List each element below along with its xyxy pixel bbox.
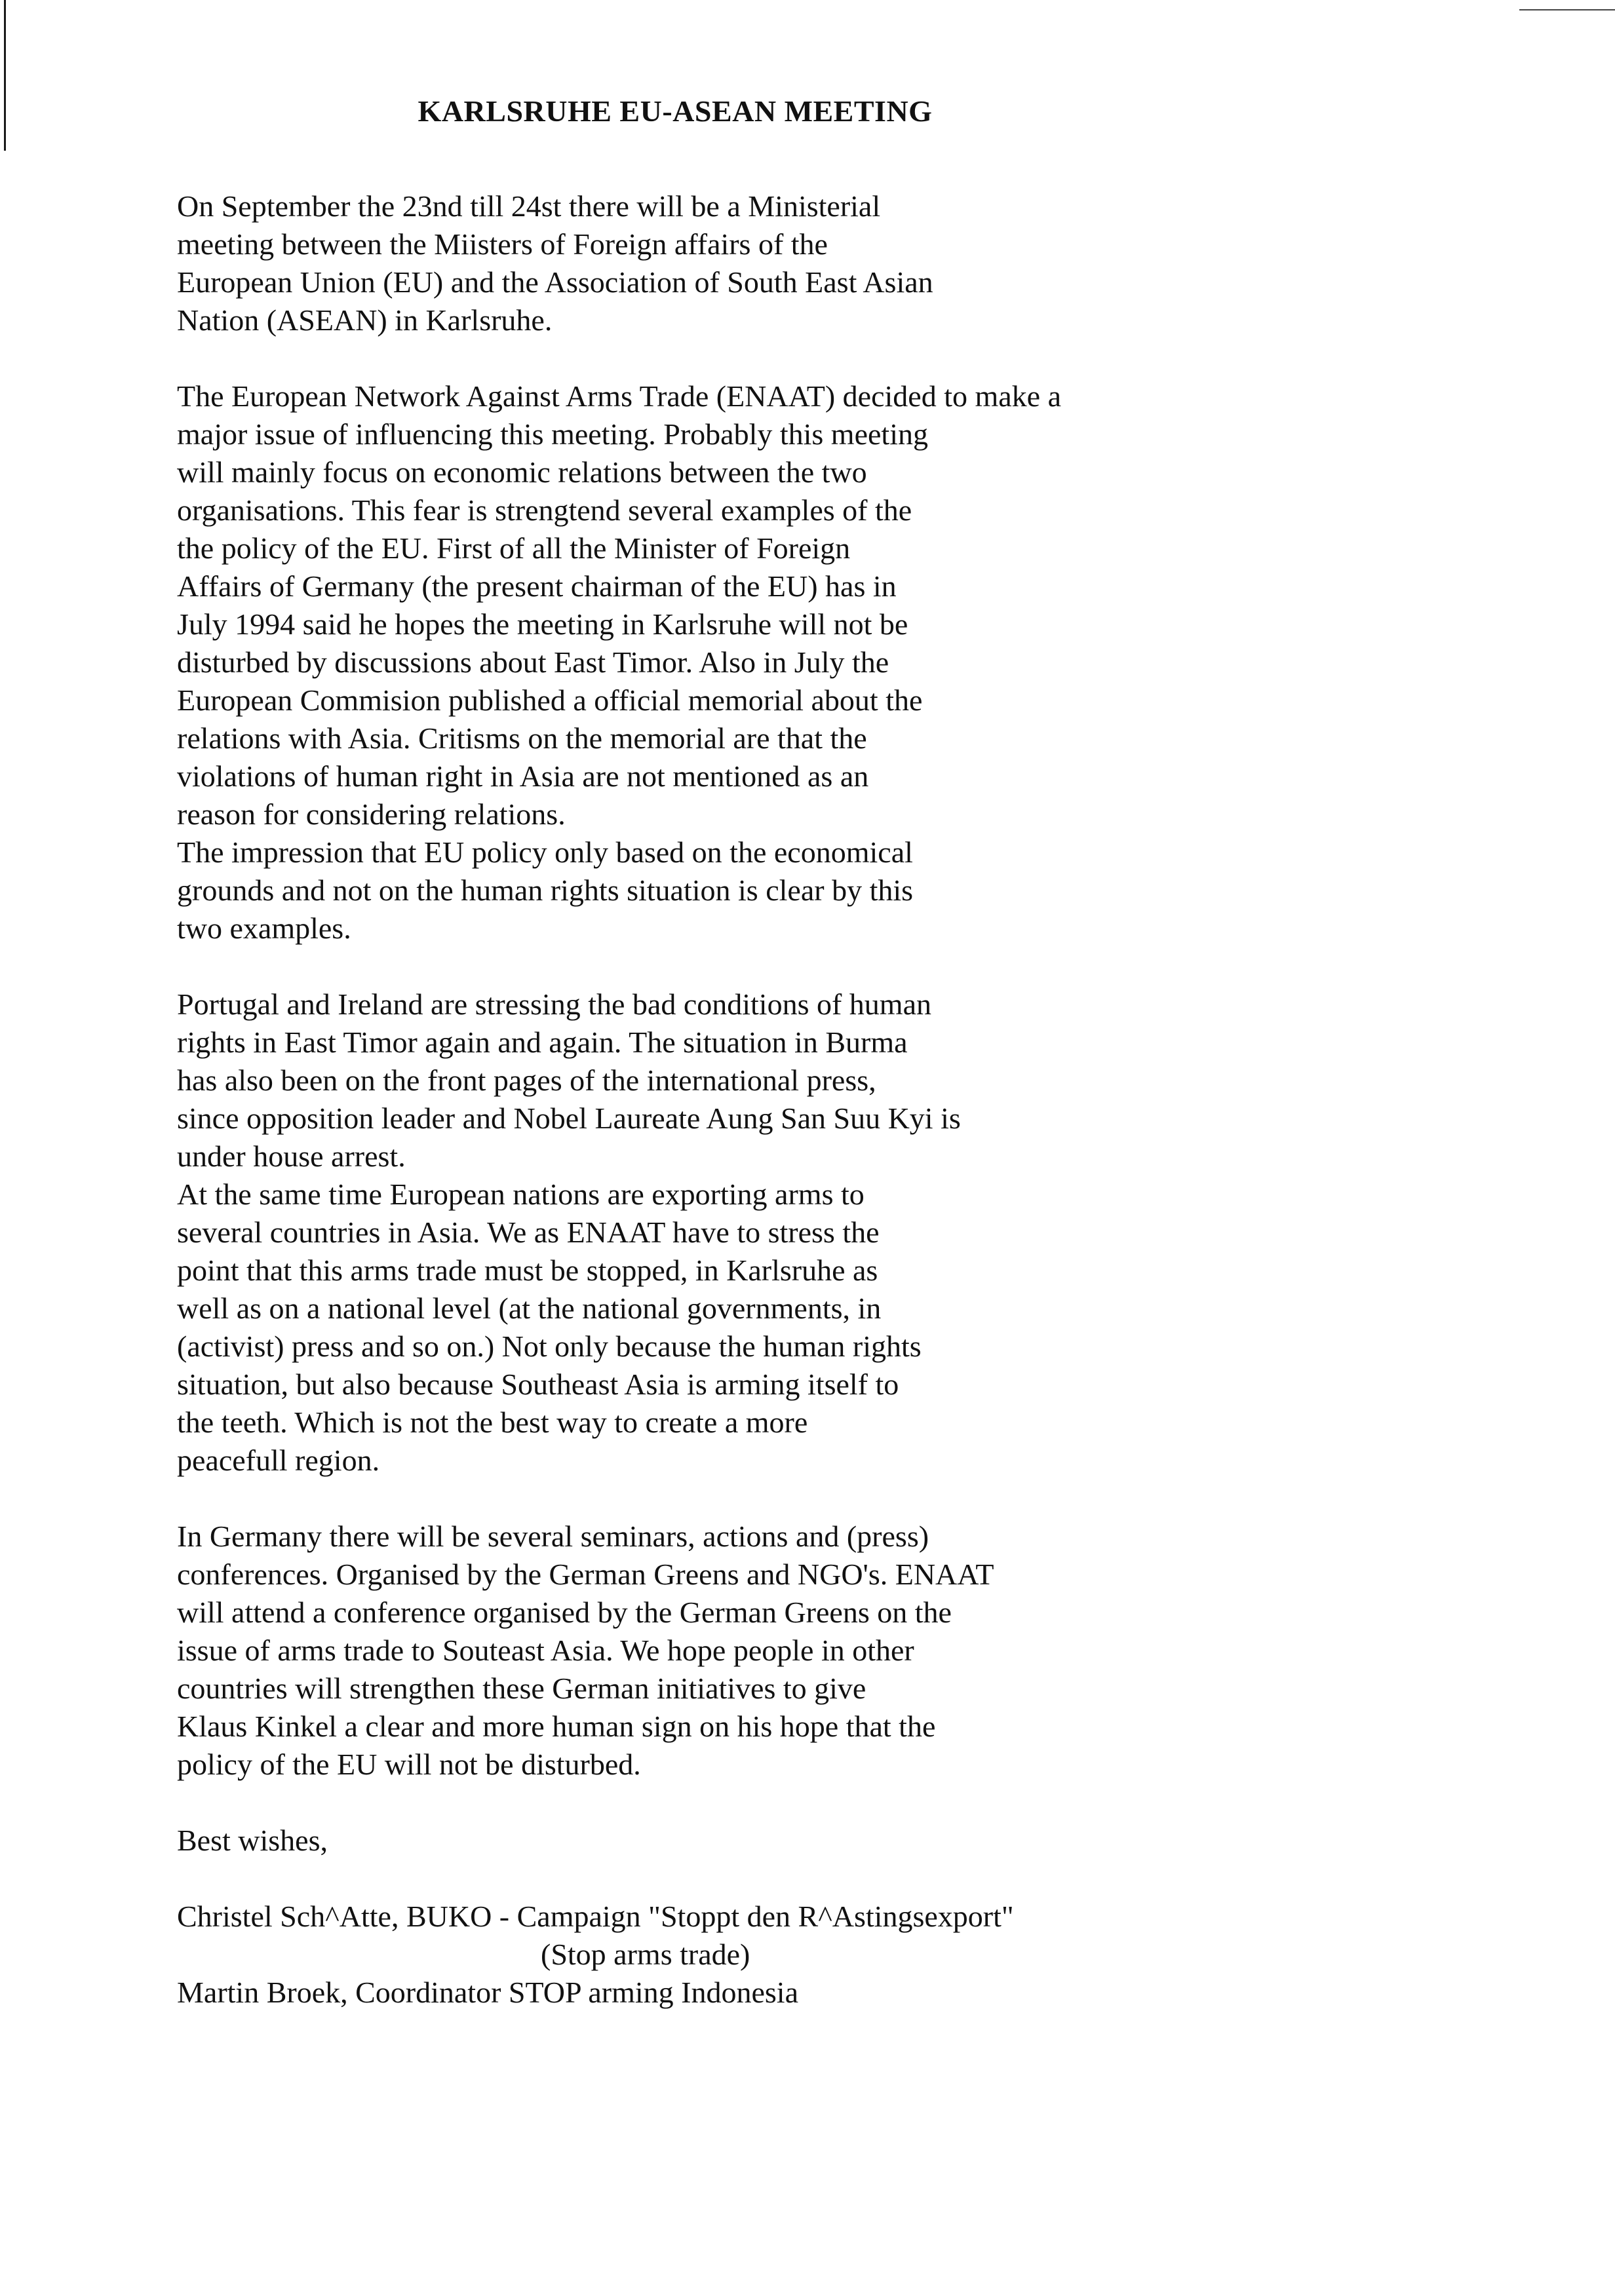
paragraph-spacer bbox=[177, 1480, 1422, 1518]
document-title: KARLSRUHE EU-ASEAN MEETING bbox=[418, 94, 933, 128]
paragraph-meeting-announcement: On September the 23nd till 24st there will be a Ministerial meeting between the Miisters of Foreign affairs of the European Union (EU) and the Association of South East Asian Nation (ASEAN) in Karlsruhe. bbox=[177, 189, 933, 337]
signature-block bbox=[177, 1898, 1422, 2012]
scan-edge-mark-top bbox=[1519, 9, 1615, 10]
paragraph-germany-initiatives: In Germany there will be several seminars, actions and (press) conferences. Organised by the German Greens and NGO's. ENAAT will attend a conference organised by the German Greens on the issue of arms trade to Souteast Asia. We hope people in other countries will strengthen these German initiatives to give Klaus Kinkel a clear and more human sign on his hope that the policy of the EU will not be disturbed. bbox=[177, 1520, 994, 1781]
paragraph-enaat-concerns: The European Network Against Arms Trade (ENAAT) decided to make a major issue of influencing this meeting. Probably this meeting will mainly focus on economic relations between the two organisations. This fear is strengtend several examples of the the policy of the EU. First of all the Minister of Foreign Affairs of Germany (the present chairman of the EU) has in July 1994 said he hopes the meeting in Karlsruhe will not be disturbed by discussions about East Timor. Also in July the European Commision published a official memorial about the relations with Asia. Critisms on the memorial are that the violations of human right in Asia are not mentioned as an reason for considering relations. The impression that EU policy only based on the economical grounds and not on the human rights situation is clear by this two examples. bbox=[177, 379, 1062, 945]
document-body bbox=[177, 187, 1422, 2012]
signature-line-schutte-translation: (Stop arms trade) bbox=[541, 1938, 750, 1971]
paragraph-human-rights-arms: Portugal and Ireland are stressing the bad conditions of human rights in East Timor again and again. The situation in Burma has also been on the front pages of the international press, since opposition leader and Nobel Laureate Aung San Suu Kyi is under house arrest. At the same time European nations are exporting arms to several countries in Asia. We as ENAAT have to stress the point that this arms trade must be stopped, in Karlsruhe as well as on a national level (at the national governments, in (activist) press and so on.) Not only because the human rights situation, but also because Southeast Asia is arming itself to the teeth. Which is not the best way to create a more peacefull region. bbox=[177, 987, 961, 1477]
closing-greeting: Best wishes, bbox=[177, 1824, 328, 1857]
signature-line-broek: Martin Broek, Coordinator STOP arming Indonesia bbox=[177, 1976, 798, 2009]
signature-line-schutte: Christel Sch^Atte, BUKO - Campaign "Stoppt den R^Astingsexport" bbox=[177, 1900, 1014, 1933]
paragraph-spacer bbox=[177, 947, 1422, 985]
paragraph-spacer bbox=[177, 1784, 1422, 1822]
paragraph-spacer bbox=[177, 339, 1422, 377]
paragraph-spacer bbox=[177, 1860, 1422, 1898]
